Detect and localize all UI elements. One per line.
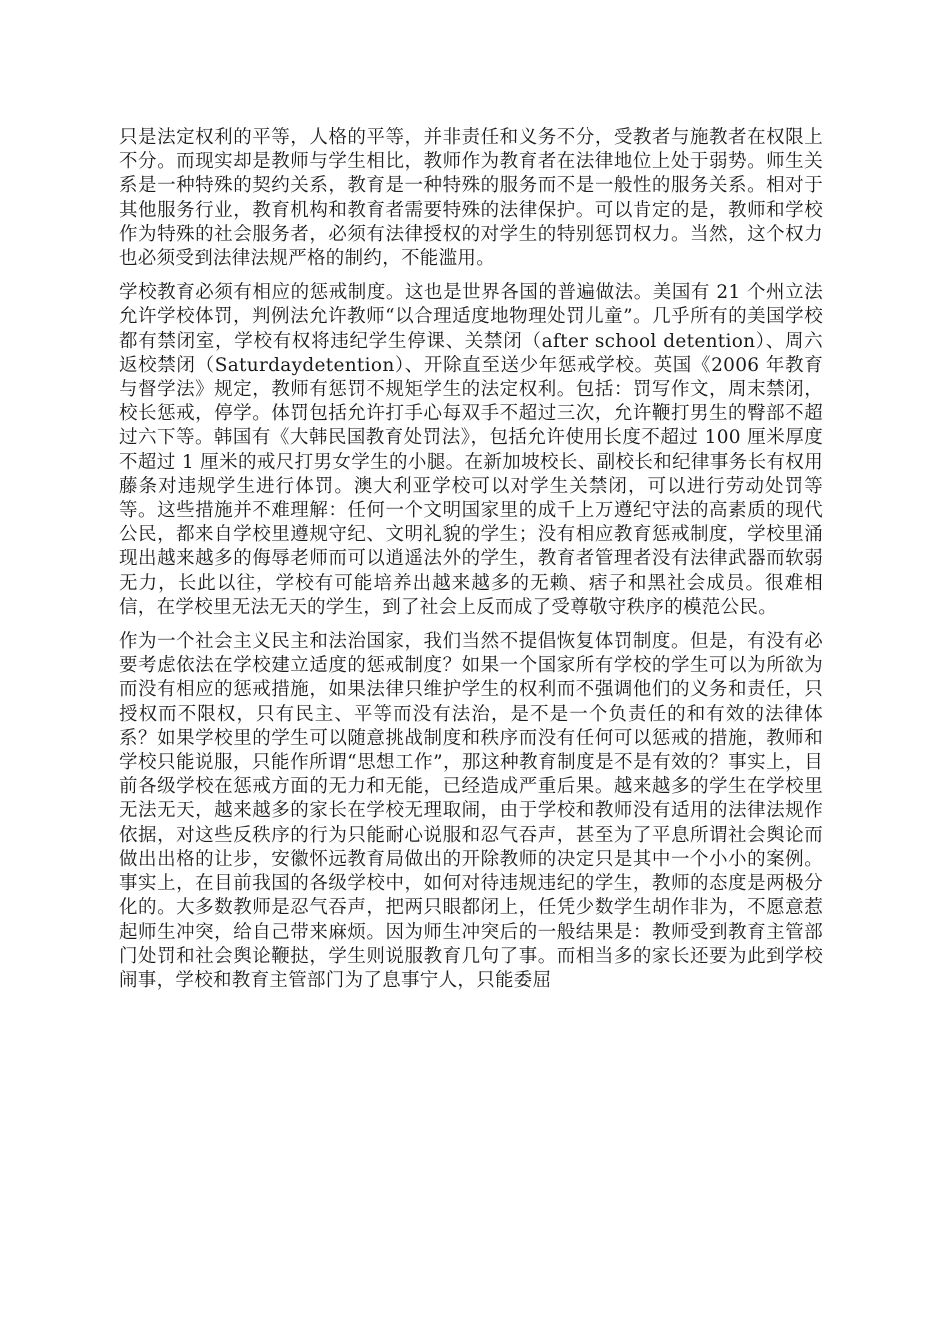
paragraph-2: 学校教育必须有相应的惩戒制度。这也是世界各国的普遍做法。美国有 21 个州立法允许学校体罚，判例法允许教师“以合理适度地物理处罚儿童”。几乎所有的美国学校都有禁闭室，学校有权将违纪学生停课、关禁闭（after school detention）、周六返校禁闭（Saturdaydetention）、开除直至送少年惩戒学校。英国《2006 年教育与督学法》规定，教师有惩罚不规矩学生的法定权利。包括：罚写作文，周末禁闭，校长惩戒，停学。体罚包括允许打手心每双手不超过三次，允许鞭打男生的臀部不超过六下等。韩国有《大韩民国教育处罚法》，包括允许使用长度不超过 100 厘米厚度不超过 1 厘米的戒尺打男女学生的小腿。在新加坡校长、副校长和纪律事务长有权用藤条对违规学生进行体罚。澳大利亚学校可以对学生关禁闭，可以进行劳动处罚等等。这些措施并不难理解：任何一个文明国家里的成千上万遵纪守法的高素质的现代公民，都来自学校里遵规守纪、文明礼貌的学生；没有相应教育惩戒制度，学校里涌现出越来越多的侮辱老师而可以逍遥法外的学生，教育者管理者没有法律武器而软弱无力，长此以往，学校有可能培养出越来越多的无赖、痞子和黑社会成员。很难相信，在学校里无法无天的学生，到了社会上反而成了受尊敬守秩序的模范公民。: [119, 282, 823, 618]
document-body: [119, 126, 823, 1003]
paragraph-1: 只是法定权利的平等，人格的平等，并非责任和义务不分，受教者与施教者在权限上不分。而现实却是教师与学生相比，教师作为教育者在法律地位上处于弱势。师生关系是一种特殊的契约关系，教育是一种特殊的服务而不是一般性的服务关系。相对于其他服务行业，教育机构和教育者需要特殊的法律保护。可以肯定的是，教师和学校作为特殊的社会服务者，必须有法律授权的对学生的特别惩罚权力。当然，这个权力也必须受到法律法规严格的制约，不能滥用。: [119, 127, 823, 270]
paragraph-3: 作为一个社会主义民主和法治国家，我们当然不提倡恢复体罚制度。但是，有没有必要考虑依法在学校建立适度的惩戒制度？如果一个国家所有学校的学生可以为所欲为而没有相应的惩戒措施，如果法律只维护学生的权利而不强调他们的义务和责任，只授权而不限权，只有民主、平等而没有法治，是不是一个负责任的和有效的法律体系？如果学校里的学生可以随意挑战制度和秩序而没有任何可以惩戒的措施，教师和学校只能说服，只能作所谓“思想工作”，那这种教育制度是不是有效的？事实上，目前各级学校在惩戒方面的无力和无能，已经造成严重后果。越来越多的学生在学校里无法无天，越来越多的家长在学校无理取闹，由于学校和教师没有适用的法律法规作依据，对这些反秩序的行为只能耐心说服和忍气吞声，甚至为了平息所谓社会舆论而做出出格的让步，安徽怀远教育局做出的开除教师的决定只是其中一个小小的案例。事实上，在目前我国的各级学校中，如何对待违规违纪的学生，教师的态度是两极分化的。大多数教师是忍气吞声，把两只眼都闭上，任凭少数学生胡作非为，不愿意惹起师生冲突，给自己带来麻烦。因为师生冲突后的一般结果是：教师受到教育主管部门处罚和社会舆论鞭挞，学生则说服教育几句了事。而相当多的家长还要为此到学校闹事，学校和教育主管部门为了息事宁人，只能委屈: [119, 631, 823, 991]
